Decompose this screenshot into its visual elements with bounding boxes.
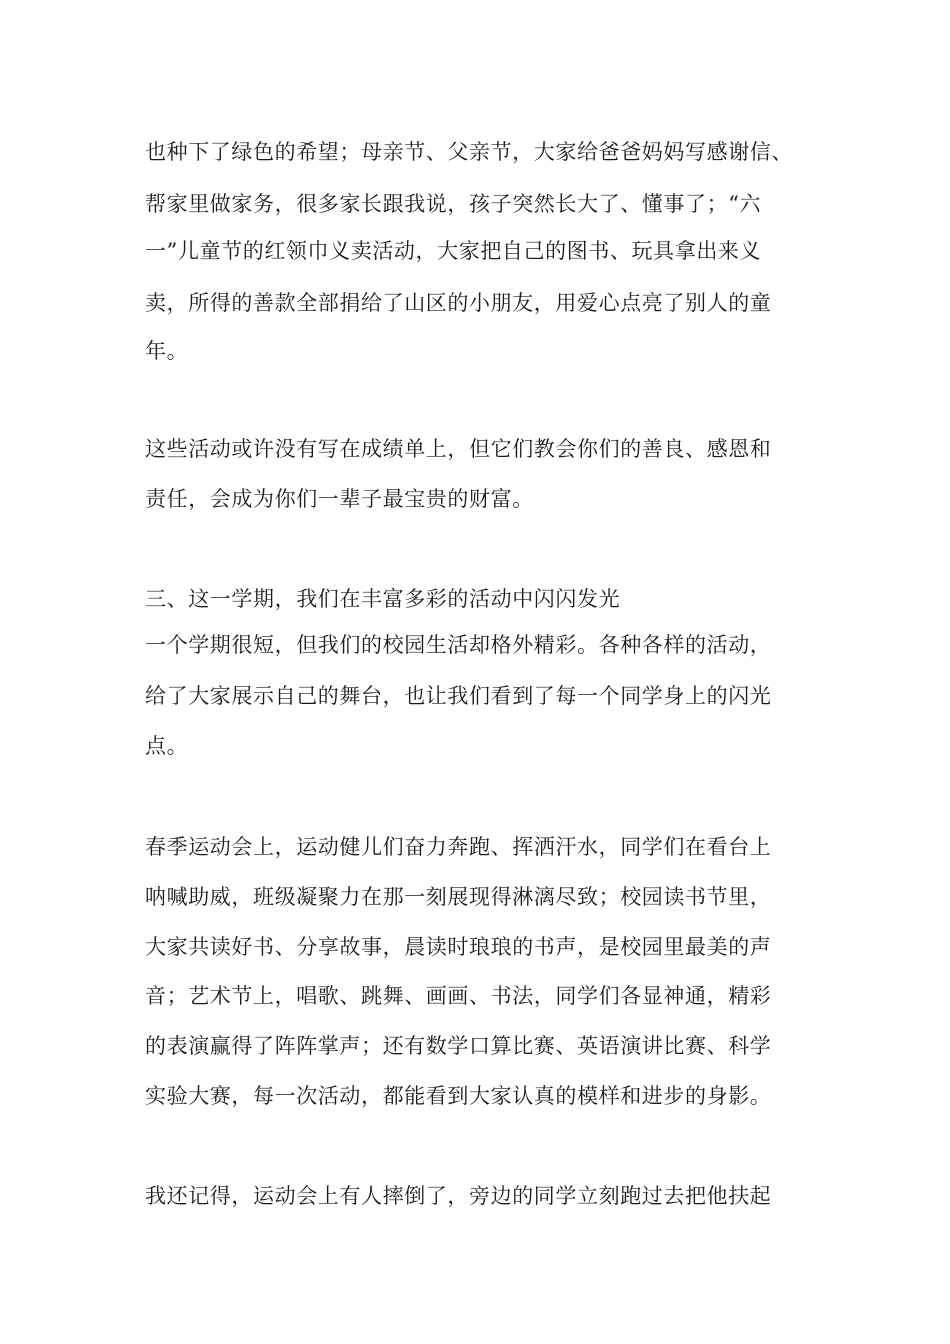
paragraph-line: 一个学期很短，但我们的校园生活却格外精彩。各种各样的活动， [145,633,772,657]
paragraph-line: 我还记得，运动会上有人摔倒了，旁边的同学立刻跑过去把他扶起 [145,1184,772,1208]
paragraph-line: 呐喊助威，班级凝聚力在那一刻展现得淋漓尽致；校园读书节里， [145,885,772,909]
paragraph-line: 春季运动会上，运动健儿们奋力奔跑、挥洒汗水，同学们在看台上 [145,835,772,859]
paragraph-line: 大家共读好书、分享故事，晨读时琅琅的书声，是校园里最美的声 [145,935,772,959]
paragraph-line: 年。 [145,339,189,363]
paragraph-line: 一”儿童节的红领巾义卖活动，大家把自己的图书、玩具拿出来义 [145,239,762,263]
paragraph-line: 这些活动或许没有写在成绩单上，但它们教会你们的善良、感恩和 [145,437,772,461]
paragraph-line: 卖，所得的善款全部捐给了山区的小朋友，用爱心点亮了别人的童 [145,291,772,315]
paragraph-line: 点。 [145,734,189,758]
section-heading: 三、这一学期，我们在丰富多彩的活动中闪闪发光 [145,587,621,611]
paragraph-line: 音；艺术节上，唱歌、跳舞、画画、书法，同学们各显神通，精彩 [145,984,772,1008]
paragraph-line: 给了大家展示自己的舞台，也让我们看到了每一个同学身上的闪光 [145,684,772,708]
paragraph-line: 的表演赢得了阵阵掌声；还有数学口算比赛、英语演讲比赛、科学 [145,1034,772,1058]
paragraph-line: 责任，会成为你们一辈子最宝贵的财富。 [145,487,534,511]
paragraph-line: 帮家里做家务，很多家长跟我说，孩子突然长大了、懂事了；“六 [145,192,762,216]
paragraph-line: 实验大赛，每一次活动，都能看到大家认真的模样和进步的身影。 [145,1084,772,1108]
paragraph-line: 也种下了绿色的希望；母亲节、父亲节，大家给爸爸妈妈写感谢信、 [145,140,793,164]
